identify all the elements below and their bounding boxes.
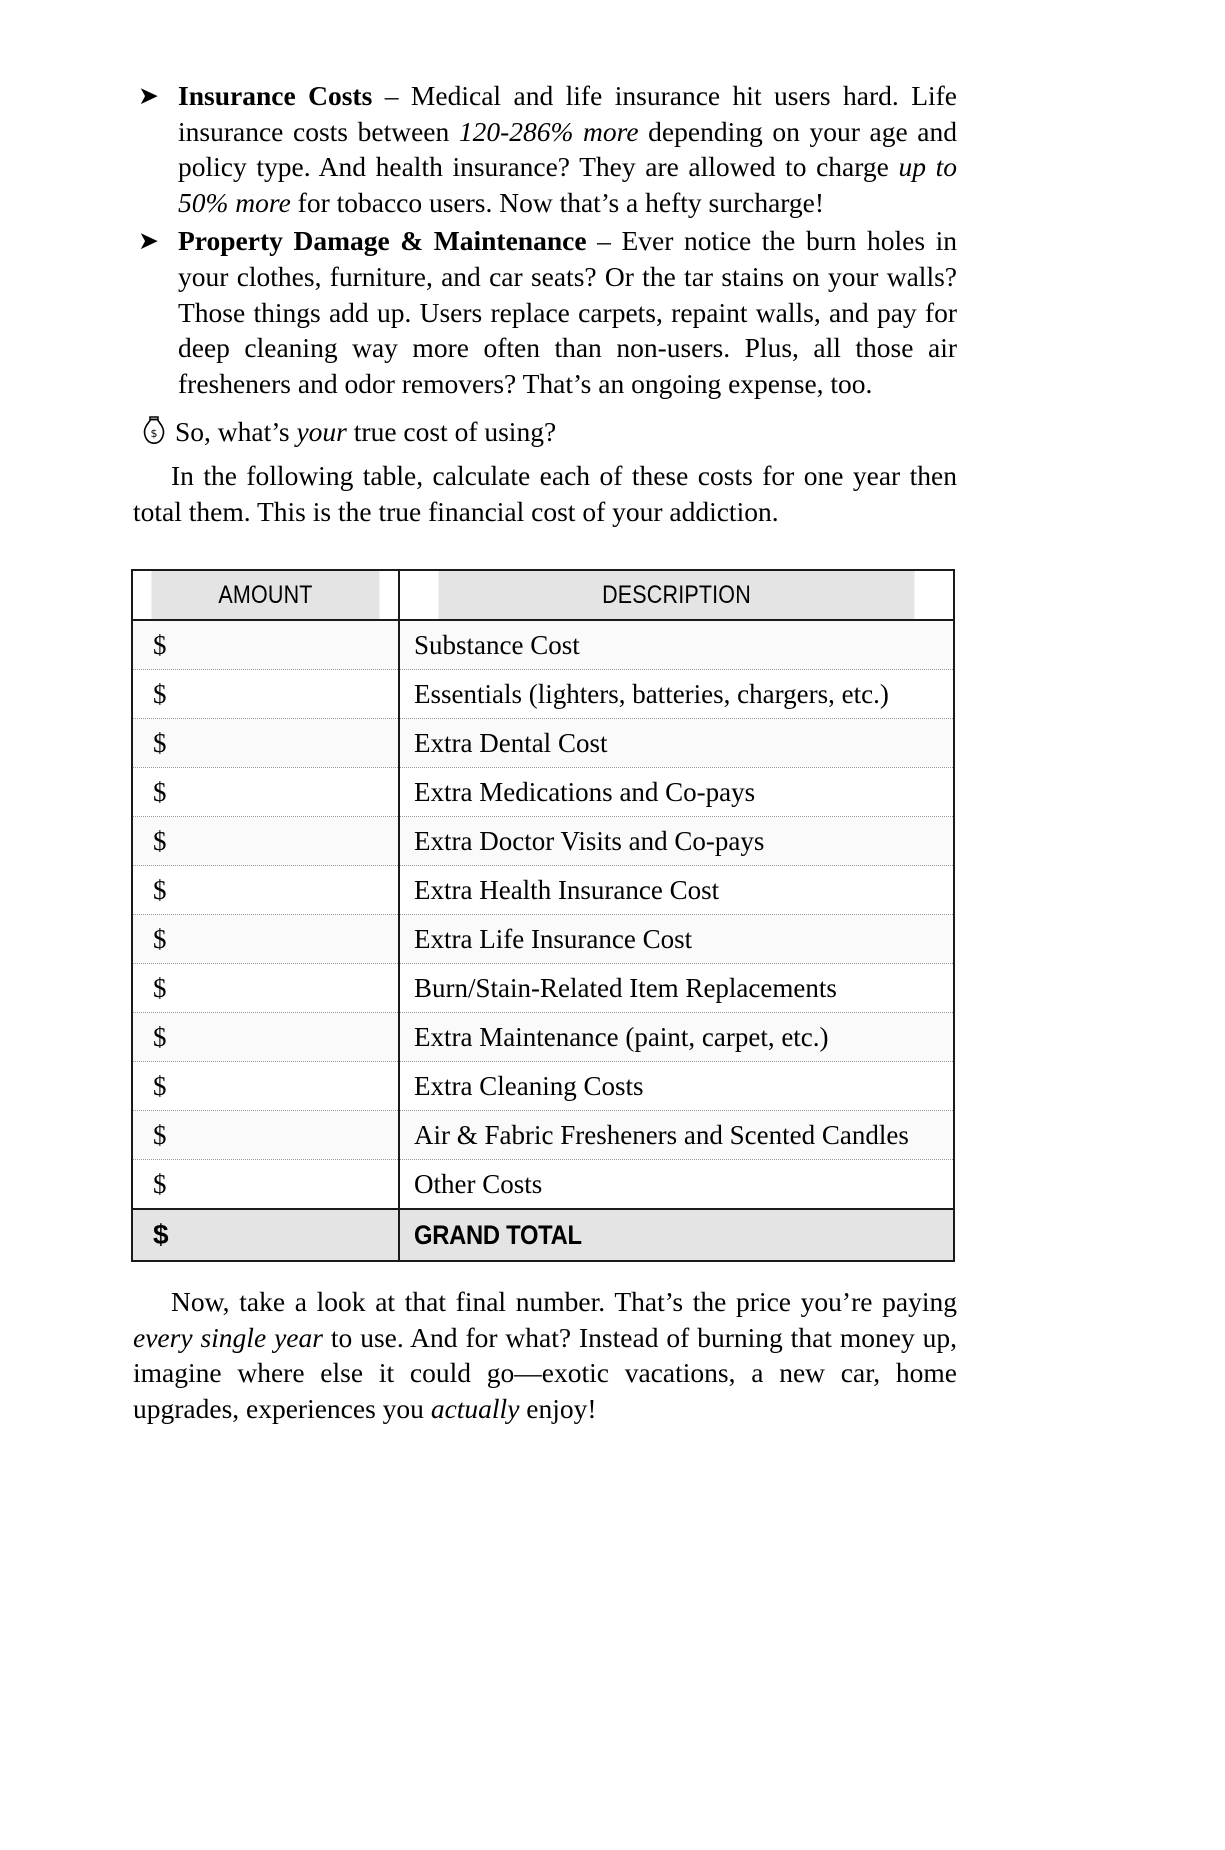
list-item-emphasis: 120-286% more [458, 115, 639, 147]
cell-amount[interactable]: $ [132, 719, 399, 768]
svg-text:$: $ [150, 427, 158, 441]
table-row [132, 866, 954, 915]
table-row [132, 670, 954, 719]
cell-description: Extra Health Insurance Cost [399, 866, 954, 915]
grand-total-row [132, 1209, 954, 1261]
table-body [132, 620, 954, 1261]
money-bag-emphasis: your [296, 416, 347, 448]
cell-amount[interactable]: $ [132, 768, 399, 817]
cost-table-container [131, 569, 955, 1262]
table-row [132, 915, 954, 964]
cell-amount[interactable]: $ [132, 817, 399, 866]
table-header-row [132, 570, 954, 620]
cell-amount[interactable]: $ [132, 1013, 399, 1062]
column-header-amount: AMOUNT [151, 570, 381, 620]
arrow-bullet-icon: ➤ [138, 81, 159, 110]
cell-grand-total-amount[interactable]: $ [132, 1209, 399, 1261]
cell-description: Extra Life Insurance Cost [399, 915, 954, 964]
table-row [132, 964, 954, 1013]
column-header-description: DESCRIPTION [438, 570, 915, 620]
list-item-text: – Ever notice the burn holes in your clothes, furniture, and car seats? Or the tar stains on your walls? Those things add up. Users replace carpets, repaint walls, and pay for deep cleaning way more often than non-users. Plus, all those air fresheners and odor removers? That’s an ongoing expense, too. [178, 225, 957, 399]
bullet-list [133, 78, 957, 401]
list-item-text-2: depending on your age and policy type. And health insurance? They are allowed to charge [178, 115, 957, 183]
cell-description: Extra Dental Cost [399, 719, 954, 768]
list-item-lead: Property Damage & Maintenance [178, 225, 587, 257]
cell-description: Substance Cost [399, 620, 954, 670]
table-row [132, 1013, 954, 1062]
cell-description: Extra Maintenance (paint, carpet, etc.) [399, 1013, 954, 1062]
closing-paragraph [133, 1284, 957, 1426]
cost-worksheet-table [131, 569, 955, 1262]
money-bag-callout [133, 411, 957, 450]
cell-grand-total-label [399, 1209, 954, 1261]
list-item-text: – Medical and life insurance hit users hard. Life insurance costs between [178, 80, 958, 147]
cell-amount[interactable]: $ [132, 1111, 399, 1160]
cell-amount[interactable]: $ [132, 1062, 399, 1111]
grand-total-text: GRAND TOTAL [414, 1219, 582, 1250]
cell-description: Essentials (lighters, batteries, chargers, etc.) [399, 670, 954, 719]
table-row [132, 1111, 954, 1160]
closing-text-3: enjoy! [519, 1392, 597, 1424]
money-bag-text [175, 414, 556, 450]
cell-description: Extra Cleaning Costs [399, 1062, 954, 1111]
list-item-text-3: for tobacco users. Now that’s a hefty surcharge! [290, 186, 825, 218]
cell-description: Extra Doctor Visits and Co-pays [399, 817, 954, 866]
table-head [132, 570, 954, 620]
cell-description: Burn/Stain-Related Item Replacements [399, 964, 954, 1013]
list-item-lead: Insurance Costs [178, 80, 373, 111]
money-bag-text-after: true cost of using? [346, 416, 557, 448]
cell-amount[interactable]: $ [132, 1160, 399, 1210]
arrow-bullet-icon: ➤ [138, 226, 159, 256]
table-row [132, 768, 954, 817]
cell-amount[interactable]: $ [132, 915, 399, 964]
intro-paragraph: In the following table, calculate each of these costs for one year then total them. This is the true financial cost of your addiction. [133, 459, 957, 527]
list-item-emphasis-2: up to 50% more [178, 151, 958, 218]
table-row [132, 817, 954, 866]
cell-amount[interactable]: $ [132, 670, 399, 719]
money-bag-text-before: So, what’s [175, 416, 297, 448]
table-row [132, 1062, 954, 1111]
money-bag-icon [141, 415, 167, 445]
table-row [132, 1160, 954, 1210]
list-item [133, 78, 957, 220]
cell-description: Other Costs [399, 1160, 954, 1210]
table-row [132, 719, 954, 768]
closing-emphasis-1: every single year [133, 1321, 323, 1353]
closing-text-2: to use. And for what? Instead of burning that money up, imagine where else it could go—exotic vacations, a new car, home upgrades, experiences you [133, 1321, 958, 1424]
cell-amount[interactable]: $ [132, 964, 399, 1013]
cell-amount[interactable]: $ [132, 866, 399, 915]
cell-amount[interactable]: $ [132, 620, 399, 670]
table-row [132, 620, 954, 670]
cell-description: Air & Fabric Fresheners and Scented Candles [399, 1111, 954, 1160]
cell-description: Extra Medications and Co-pays [399, 768, 954, 817]
list-item [133, 223, 957, 401]
closing-text-1: Now, take a look at that final number. That’s the price you’re paying [171, 1286, 957, 1318]
closing-emphasis-2: actually [430, 1392, 520, 1424]
